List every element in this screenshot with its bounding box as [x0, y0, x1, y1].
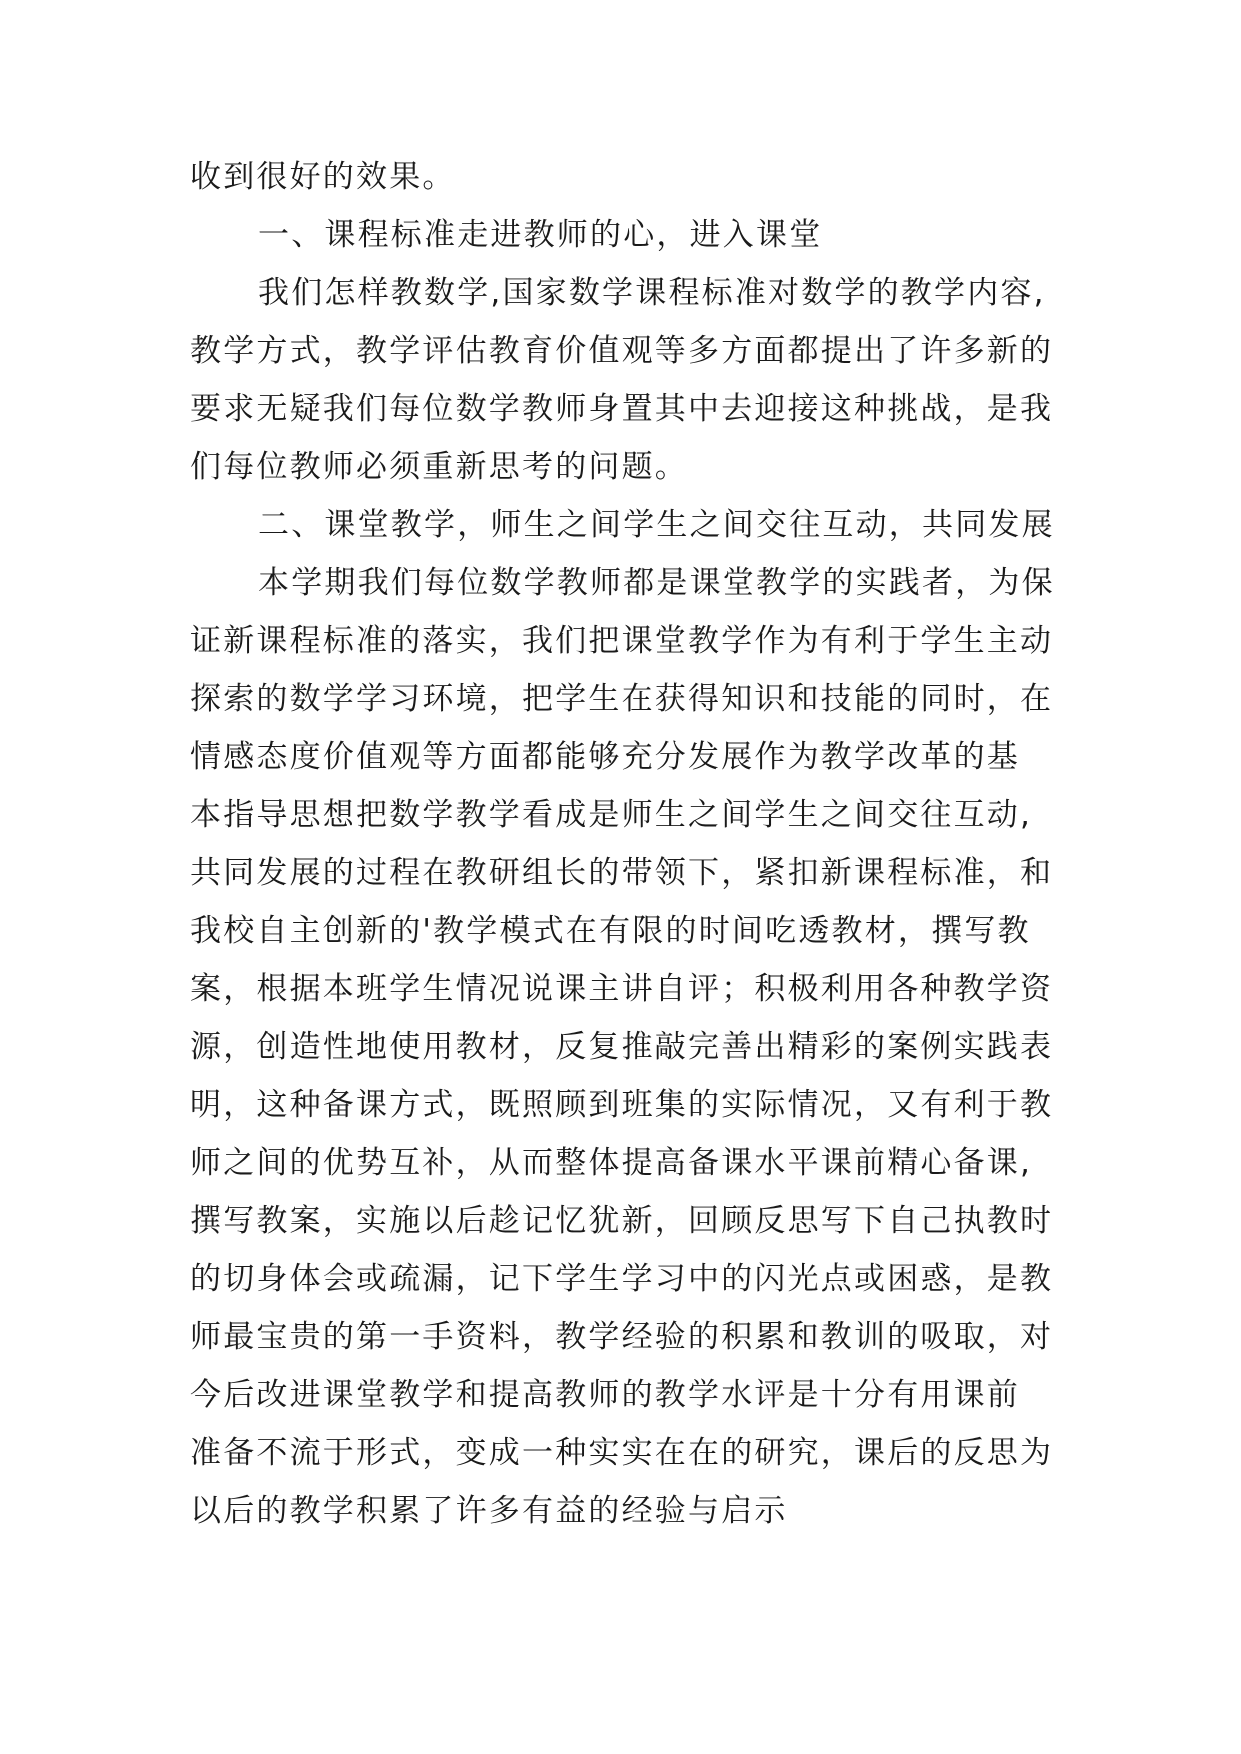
- text-line: 教学方式，教学评估教育价值观等多方面都提出了许多新的: [190, 333, 1054, 369]
- text-line: 要求无疑我们每位数学教师身置其中去迎接这种挑战，是我: [190, 391, 1054, 427]
- text-line: 准备不流于形式，变成一种实实在在的研究，课后的反思为: [190, 1435, 1054, 1471]
- text-line: 们每位教师必须重新思考的问题。: [190, 449, 688, 485]
- text-line: 师最宝贵的第一手资料，教学经验的积累和教训的吸取，对: [190, 1319, 1054, 1355]
- text-line: 师之间的优势互补，从而整体提高备课水平课前精心备课,: [190, 1145, 1033, 1181]
- text-line: 本指导思想把数学教学看成是师生之间学生之间交往互动,: [190, 797, 1033, 833]
- text-line: 证新课程标准的落实，我们把课堂教学作为有利于学生主动: [190, 623, 1054, 659]
- document-body: [190, 148, 1090, 1540]
- section-heading: 二、课堂教学，师生之间学生之间交往互动，共同发展: [258, 507, 1055, 543]
- text-line: 撰写教案，实施以后趁记忆犹新，回顾反思写下自己执教时: [190, 1203, 1054, 1239]
- text-line: 我们怎样教数学,国家数学课程标准对数学的教学内容,: [258, 275, 1046, 311]
- text-line: 的切身体会或疏漏，记下学生学习中的闪光点或困惑，是教: [190, 1261, 1054, 1297]
- text-line: 共同发展的过程在教研组长的带领下，紧扣新课程标准，和: [190, 855, 1054, 891]
- text-line: 情感态度价值观等方面都能够充分发展作为教学改革的基: [190, 739, 1020, 775]
- text-line: 探索的数学学习环境，把学生在获得知识和技能的同时，在: [190, 681, 1054, 717]
- text-line: 今后改进课堂教学和提高教师的教学水评是十分有用课前: [190, 1377, 1020, 1413]
- text-line: 收到很好的效果。: [190, 159, 456, 195]
- text-line: 以后的教学积累了许多有益的经验与启示: [190, 1493, 788, 1529]
- text-line: 本学期我们每位数学教师都是课堂教学的实践者，为保: [258, 565, 1055, 601]
- text-line: 源，创造性地使用教材，反复推敲完善出精彩的案例实践表: [190, 1029, 1054, 1065]
- text-line: 我校自主创新的'教学模式在有限的时间吃透教材，撰写教: [190, 913, 1031, 949]
- text-line: 案，根据本班学生情况说课主讲自评；积极利用各种教学资: [190, 971, 1054, 1007]
- text-line: 明，这种备课方式，既照顾到班集的实际情况，又有利于教: [190, 1087, 1054, 1123]
- section-heading: 一、课程标准走进教师的心，进入课堂: [258, 217, 823, 253]
